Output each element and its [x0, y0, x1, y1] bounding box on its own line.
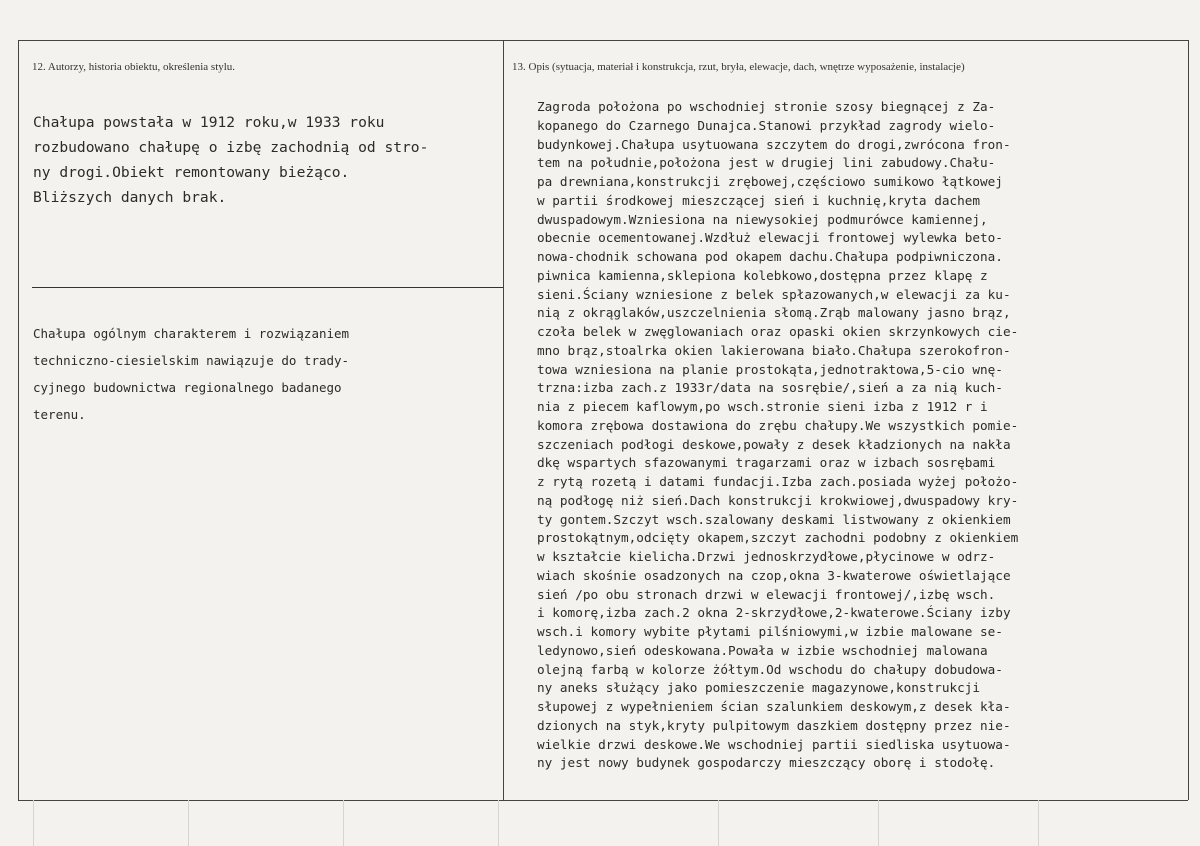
- margin-guide-line: [1038, 800, 1039, 846]
- description-line: czoła belek w zwęglowaniach oraz opaski okien skrzynkowych cie-: [537, 324, 1019, 339]
- frame-left-border: [18, 40, 19, 800]
- style-line: cyjnego budownictwa regionalnego badanego: [33, 380, 342, 395]
- description-line: Zagroda położona po wschodniej stronie szosy biegnącej z Za-: [537, 99, 996, 114]
- history-line: ny drogi.Obiekt remontowany bieżąco.: [33, 164, 350, 181]
- margin-guide-line: [878, 800, 879, 846]
- history-line: Chałupa powstała w 1912 roku,w 1933 roku: [33, 114, 385, 131]
- description-line: dwuspadowym.Wzniesiona na niewysokiej podmurówce kamiennej,: [537, 211, 988, 227]
- description-line: olejną farbą w kolorze żółtym.Od wschodu do chałupy dobudowa-: [537, 661, 1003, 677]
- history-line: rozbudowano chałupę o izbę zachodnią od stro-: [33, 139, 429, 156]
- description-line: towa wzniesiona na planie prostokąta,jednotraktowa,5-cio wnę-: [537, 361, 1003, 377]
- description-line: ty gontem.Szczyt wsch.szalowany deskami listwowany z okienkiem: [537, 511, 1011, 527]
- description-line: ledynowo,sień odeskowana.Powała w izbie wschodniej malowana: [537, 642, 988, 658]
- description-line: szczeniach podłogi deskowe,powały z desek kładzionych na nakła: [537, 436, 1011, 452]
- description-line: wiach skośnie osadzonych na czop,okna 3-kwaterowe oświetlające: [537, 567, 1011, 583]
- style-text: [33, 320, 349, 428]
- description-line: wsch.i komory wybite płytami pilśniowymi,w izbie malowane se-: [537, 624, 1003, 639]
- style-line: techniczno-ciesielskim nawiązuje do trady-: [33, 353, 350, 368]
- description-line: trzna:izba zach.z 1933r/data na sosrębie/,sień a za nią kuch-: [537, 380, 1003, 396]
- description-line: i komorę,izba zach.2 okna 2-skrzydłowe,2-kwaterowe.Ściany izby: [537, 605, 1011, 621]
- description-line: kopanego do Czarnego Dunajca.Stanowi przykład zagrody wielo-: [537, 117, 996, 133]
- description-line: komora zrębowa dostawiona do zrębu chałupy.We wszystkich pomie-: [537, 417, 1019, 433]
- description-line: ną podłogę niż sień.Dach konstrukcji krokwiowej,dwuspadowy kry-: [537, 492, 1019, 508]
- description-line: z rytą rozetą i datami fundacji.Izba zach.posiada wyżej położo-: [537, 474, 1019, 489]
- style-line: terenu.: [33, 407, 86, 422]
- margin-guide-line: [718, 800, 719, 846]
- margin-guide-line: [498, 800, 499, 846]
- description-line: pa drewniana,konstrukcji zrębowej,częściowo sumikowo łątkowej: [537, 174, 1003, 189]
- description-line: ny jest nowy budynek gospodarczy mieszczący oborę i stodołę.: [537, 755, 996, 771]
- description-line: w partii środkowej mieszczącej sień i kuchnię,kryta dachem: [537, 192, 981, 208]
- history-text: [33, 110, 428, 210]
- description-line: ny aneks służący jako pomieszczenie magazynowe,konstrukcji: [537, 680, 981, 696]
- description-line: obecnie ocementowanej.Wzdłuż elewacji frontowej wylewka beto-: [537, 230, 1003, 246]
- description-line: sieni.Ściany wzniesione z belek spłazowanych,w elewacji za ku-: [537, 286, 1011, 302]
- description-line: nia z piecem kaflowym,po wsch.stronie sieni izba z 1912 r i: [537, 399, 988, 414]
- description-line: sień /po obu stronach drzwi w elewacji frontowej/,izbę wsch.: [537, 586, 996, 602]
- description-text: [537, 98, 1018, 773]
- description-line: dkę wspartych sfazowanymi tragarzami oraz w izbach sosrębami: [537, 455, 996, 471]
- description-line: prostokątnym,odcięty okapem,szczyt zachodni podobny z okienkiem: [537, 530, 1019, 546]
- bottom-margin-guides: [18, 800, 1188, 846]
- description-line: nowa-chodnik schowana pod okapem dachu.Chałupa podpiwniczona.: [537, 249, 1003, 264]
- frame-top-border: [18, 40, 1188, 41]
- section-12-header: 12. Autorzy, historia obiektu, określenia stylu.: [32, 61, 236, 73]
- section-13-header: 13. Opis (sytuacja, materiał i konstrukcja, rzut, bryła, elewacje, dach, wnętrze wyposażenie, instalacje): [512, 61, 965, 73]
- description-line: budynkowej.Chałupa usytuowana szczytem do drogi,zwrócona fron-: [537, 136, 1011, 152]
- column-divider: [503, 40, 504, 800]
- description-line: wielkie drzwi deskowe.We wschodniej partii siedliska usytuowa-: [537, 736, 1011, 752]
- left-section-separator: [32, 287, 503, 288]
- margin-guide-line: [343, 800, 344, 846]
- frame-right-border: [1188, 40, 1189, 800]
- description-line: piwnica kamienna,sklepiona kolebkowo,dostępna przez klapę z: [537, 267, 988, 283]
- margin-guide-line: [33, 800, 34, 846]
- history-line: Bliższych danych brak.: [33, 189, 227, 206]
- description-line: tem na południe,położona jest w drugiej lini zabudowy.Chału-: [537, 155, 996, 171]
- description-line: mno brąz,stoalrka okien lakierowana biało.Chałupa szerokofron-: [537, 342, 1011, 358]
- margin-guide-line: [188, 800, 189, 846]
- description-line: nią z okrąglaków,uszczelnienia słomą.Zrąb malowany jasno brąz,: [537, 305, 1011, 321]
- description-line: słupowej z wypełnieniem ścian szalunkiem deskowym,z desek kła-: [537, 699, 1011, 714]
- description-line: w kształcie kielicha.Drzwi jednoskrzydłowe,płycinowe w odrz-: [537, 549, 996, 564]
- style-line: Chałupa ogólnym charakterem i rozwiązaniem: [33, 326, 350, 341]
- description-line: dzionych na styk,kryty pulpitowym daszkiem dostępny przez nie-: [537, 717, 1011, 733]
